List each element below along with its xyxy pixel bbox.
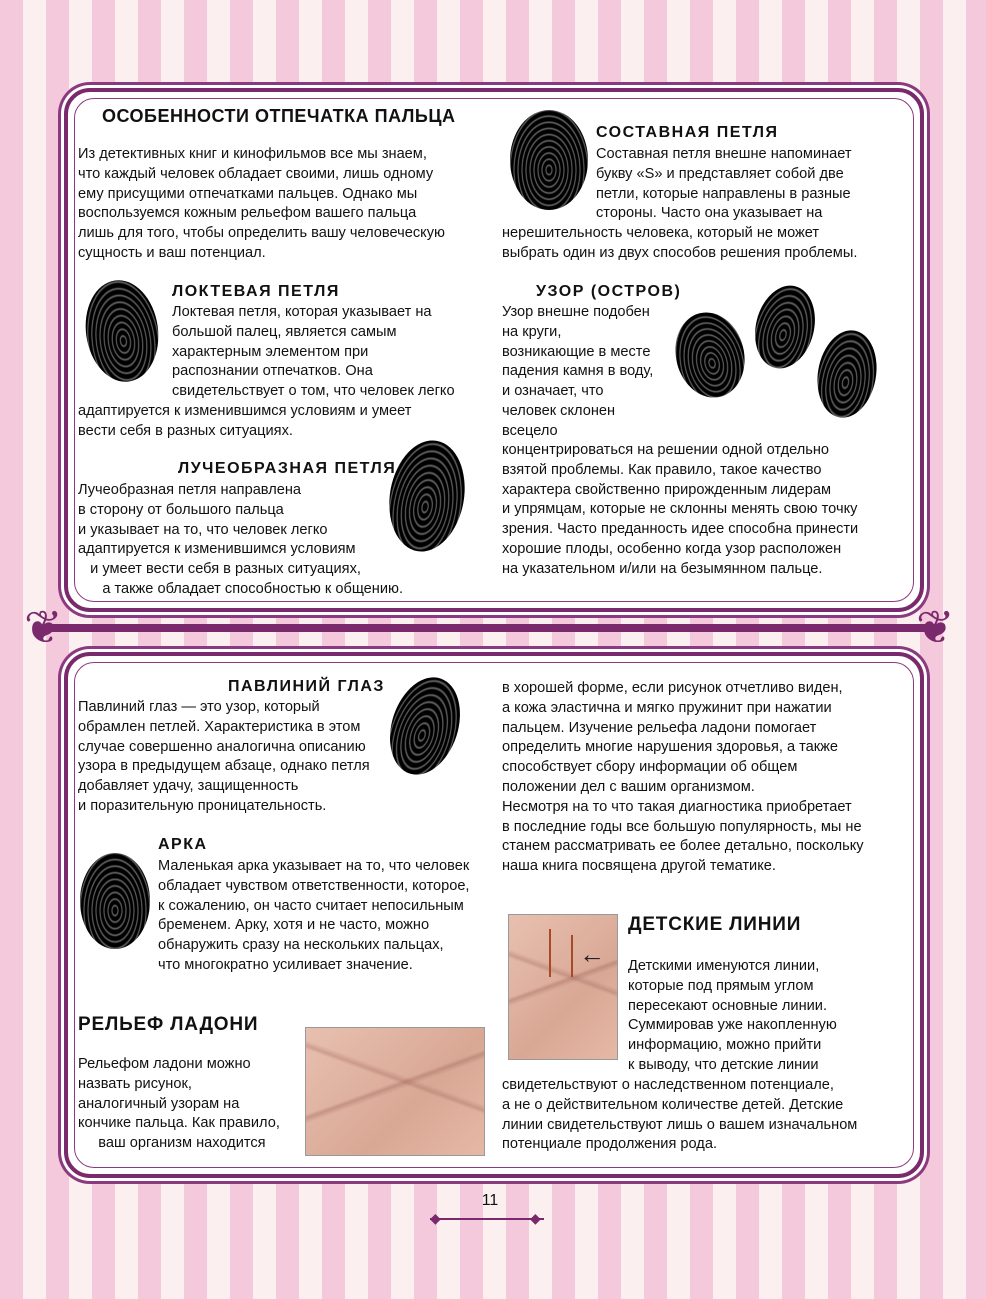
page-number-ornament	[430, 1218, 544, 1220]
text-line: Локтевая петля, которая указывает на	[172, 304, 432, 320]
text-line: адаптируется к изменившимся условиям	[78, 541, 356, 558]
text-line: Павлиний глаз — это узор, который	[78, 699, 320, 715]
text-line: зрения. Часто преданность идее способна принести	[502, 521, 859, 538]
text-line: и умеет вести себя в разных ситуациях,	[78, 561, 361, 578]
text-line: а не о действительном количестве детей. Детские	[502, 1096, 844, 1113]
whorl-text	[502, 303, 653, 442]
text-line: выбрать один из двух способов решения проблемы.	[502, 244, 858, 261]
arch-text	[158, 857, 469, 976]
text-line: лишь для того, чтобы определить вашу человеческую	[78, 225, 445, 242]
composite-loop-text-cont	[502, 224, 857, 264]
text-line: и поразительную проницательность.	[78, 797, 327, 814]
text-line: кончике пальца. Как правило,	[78, 1115, 280, 1132]
text-line: добавляет удачу, защищенность	[78, 778, 299, 795]
text-line: в последние годы все большую популярность, мы не	[502, 818, 862, 835]
text-line: к сожалению, он часто считает непосильным	[158, 897, 464, 914]
peacock-eye-text	[78, 698, 370, 817]
text-line: человек склонен	[502, 402, 616, 419]
fleur-ornament-icon-left: ❦	[24, 601, 63, 653]
text-line: способствует сбору информации об общем	[502, 759, 798, 776]
ulnar-loop-title: ЛОКТЕВАЯ ПЕТЛЯ	[172, 283, 340, 300]
text-line: Составная петля внешне напоминает	[596, 146, 852, 162]
text-line: что каждый человек обладает своими, лишь одному	[78, 165, 434, 182]
text-line: свидетельствуют о наследственном потенциале,	[502, 1077, 834, 1093]
ulnar-loop-text-cont	[78, 402, 411, 442]
text-line: свидетельствует о том, что человек легко	[172, 383, 455, 400]
intro-text	[78, 145, 445, 264]
palm-relief-title: РЕЛЬЕФ ЛАДОНИ	[78, 1014, 259, 1035]
ornament-left-icon: ◆	[430, 1210, 441, 1226]
text-line: определить многие нарушения здоровья, а также	[502, 739, 839, 756]
text-line: ему присущими отпечатками пальцев. Однако мы	[78, 185, 418, 202]
composite-loop-title: СОСТАВНАЯ ПЕТЛЯ	[596, 124, 779, 141]
text-line: падения камня в воду,	[502, 363, 654, 380]
text-line: и упрямцам, которые не склонны менять свою точку	[502, 501, 858, 518]
text-line: Несмотря на то что такая диагностика приобретает	[502, 798, 852, 815]
text-line: хорошие плоды, особенно когда узор расположен	[502, 540, 842, 557]
text-line: обрамлен петлей. Характеристика в этом	[78, 718, 361, 735]
text-line: всецело	[502, 422, 558, 439]
text-line: в хорошей форме, если рисунок отчетливо виден,	[502, 680, 843, 696]
text-line: на круги,	[502, 323, 562, 340]
fleur-ornament-icon-right: ❦	[916, 601, 955, 653]
text-line: обнаружить сразу на нескольких пальцах,	[158, 937, 444, 954]
text-line: аналогичный узорам на	[78, 1095, 240, 1112]
text-line: и указывает на то, что человек легко	[78, 521, 328, 538]
text-line: нерешительность человека, который не может	[502, 225, 820, 241]
child-lines-text	[628, 957, 837, 1076]
text-line: наша книга посвящена другой тематике.	[502, 858, 776, 875]
text-line: распознании отпечатков. Она	[172, 363, 373, 380]
text-line: положении дел с вашим организмом.	[502, 778, 755, 795]
text-line: а кожа эластична и мягко пружинит при нажатии	[502, 699, 832, 716]
text-line: адаптируется к изменившимся условиям и умеет	[78, 403, 412, 419]
whorl-title: УЗОР (ОСТРОВ)	[536, 283, 682, 300]
text-line: Маленькая арка указывает на то, что человек	[158, 858, 470, 874]
text-line: Из детективных книг и кинофильмов все мы знаем,	[78, 146, 427, 162]
text-line: пересекают основные линии.	[628, 997, 827, 1014]
text-line: бременем. Арку, хотя и не часто, можно	[158, 917, 430, 934]
text-line: а также обладает способностью к общению.	[78, 580, 404, 597]
text-line: ваш организм находится	[78, 1135, 266, 1152]
text-line: взятой проблемы. Как правило, такое качество	[502, 461, 822, 478]
text-line: потенциале продолжения рода.	[502, 1136, 717, 1153]
text-line: которые под прямым углом	[628, 977, 814, 994]
text-line: узора в предыдущем абзаце, однако петля	[78, 758, 370, 775]
text-line: Узор внешне подобен	[502, 304, 650, 320]
whorl-text-cont	[502, 441, 858, 580]
ulnar-loop-text	[172, 303, 455, 402]
child-lines-title: ДЕТСКИЕ ЛИНИИ	[628, 914, 802, 935]
text-line: стороны. Часто она указывает на	[596, 205, 823, 222]
text-line: случае совершенно аналогична описанию	[78, 738, 366, 755]
text-line: характерным элементом при	[172, 343, 369, 360]
arch-fingerprint-image	[80, 853, 150, 949]
text-line: большой палец, является самым	[172, 323, 397, 340]
composite-loop-fingerprint-image	[510, 110, 588, 210]
text-line: информацию, можно прийти	[628, 1037, 822, 1054]
child-lines-photo	[508, 914, 618, 1060]
palm-relief-photo	[305, 1027, 485, 1156]
text-line: станем рассматривать ее более детально, поскольку	[502, 838, 864, 855]
composite-loop-text	[596, 145, 852, 224]
text-line: возникающие в месте	[502, 343, 651, 360]
text-line: обладает чувством ответственности, которое,	[158, 877, 470, 894]
palm-relief-text-cont	[502, 679, 864, 877]
text-line: Суммировав уже накопленную	[628, 1017, 837, 1034]
text-line: и означает, что	[502, 383, 604, 400]
palm-relief-text	[78, 1055, 280, 1154]
arrow-icon: ←	[579, 939, 605, 969]
text-line: линии свидетельствуют лишь о вашем изначальном	[502, 1116, 858, 1133]
text-line: петли, которые направлены в разные	[596, 185, 851, 202]
text-line: букву «S» и представляет собой две	[596, 165, 844, 182]
intro-title: ОСОБЕННОСТИ ОТПЕЧАТКА ПАЛЬЦА	[102, 106, 456, 126]
text-line: характера свойственно прирожденным лидерам	[502, 481, 831, 498]
child-line-mark-2	[571, 935, 573, 977]
text-line: сущность и ваш потенциал.	[78, 244, 266, 261]
text-line: в сторону от большого пальца	[78, 501, 284, 518]
child-lines-text-cont	[502, 1076, 857, 1155]
text-line: концентрироваться на решении одной отдельно	[502, 442, 830, 458]
page-number: 11	[481, 1192, 499, 1209]
text-line: воспользуемся кожным рельефом вашего пальца	[78, 205, 417, 222]
text-line: вести себя в разных ситуациях.	[78, 422, 293, 439]
child-line-mark-1	[549, 929, 551, 977]
text-line: на указательном и/или на безымянном пальце.	[502, 560, 823, 577]
text-line: назвать рисунок,	[78, 1075, 192, 1092]
text-line: Рельефом ладони можно	[78, 1056, 251, 1072]
text-line: пальцем. Изучение рельефа ладони помогает	[502, 719, 817, 736]
ornament-right-icon: ◆	[530, 1210, 541, 1226]
arch-title: АРКА	[158, 836, 208, 853]
divider-bar	[52, 624, 934, 632]
text-line: Лучеобразная петля направлена	[78, 482, 302, 498]
text-line: Детскими именуются линии,	[628, 958, 820, 974]
radial-loop-text	[78, 481, 403, 600]
text-line: что многократно усиливает значение.	[158, 956, 413, 973]
text-line: к выводу, что детские линии	[628, 1056, 819, 1073]
peacock-eye-title: ПАВЛИНИЙ ГЛАЗ	[228, 678, 385, 695]
radial-loop-title: ЛУЧЕОБРАЗНАЯ ПЕТЛЯ	[178, 460, 397, 477]
